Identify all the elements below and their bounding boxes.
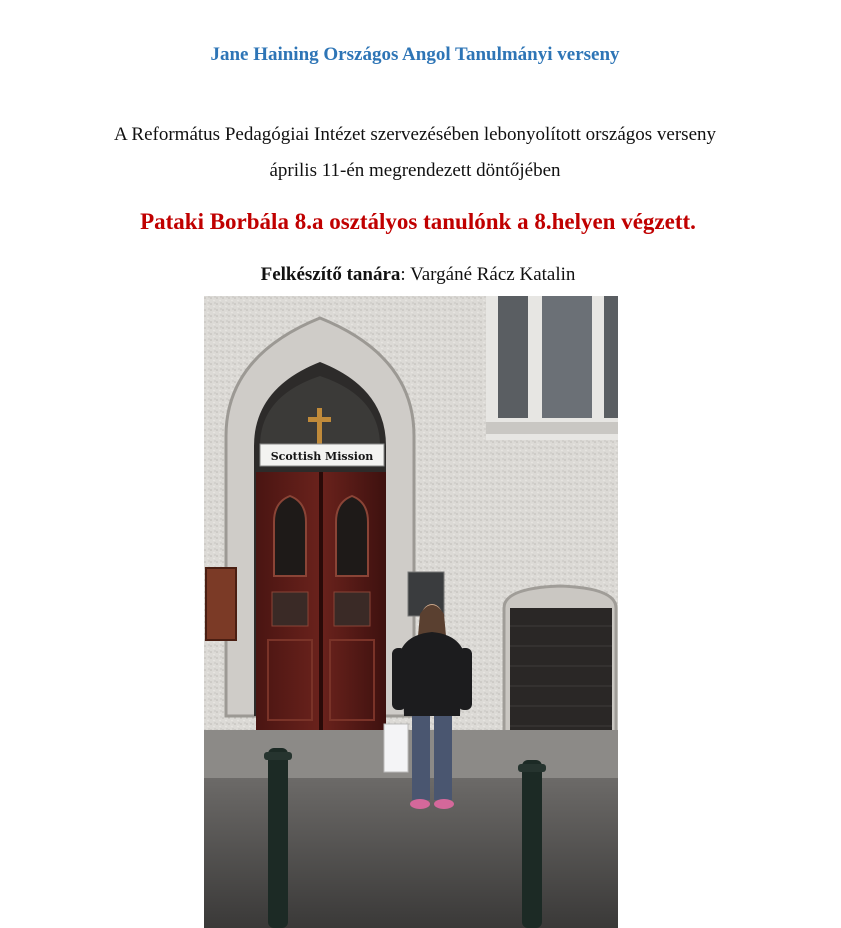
teacher-line (0, 264, 836, 286)
mission-sign-text: Scottish Mission (270, 450, 374, 463)
teacher-name: Vargáné Rácz Katalin (405, 264, 576, 285)
document-title: Jane Haining Országos Angol Tanulmányi verseny (210, 44, 620, 65)
teacher-label: Felkészítő tanára (260, 264, 401, 285)
bollard (518, 760, 546, 928)
intro-line-1: A Református Pedagógiai Intézet szervezésében lebonyolított országos verseny (114, 124, 716, 145)
street (204, 778, 618, 928)
teacher-separator: : (400, 264, 406, 285)
event-photo (204, 296, 618, 928)
notice-box (206, 568, 236, 640)
result-announcement: Pataki Borbála 8.a osztályos tanulónk a 8.helyen végzett. (140, 209, 696, 234)
window (486, 296, 618, 440)
bollard (264, 748, 292, 928)
intro-line-2: április 11-én megrendezett döntőjében (269, 160, 561, 181)
